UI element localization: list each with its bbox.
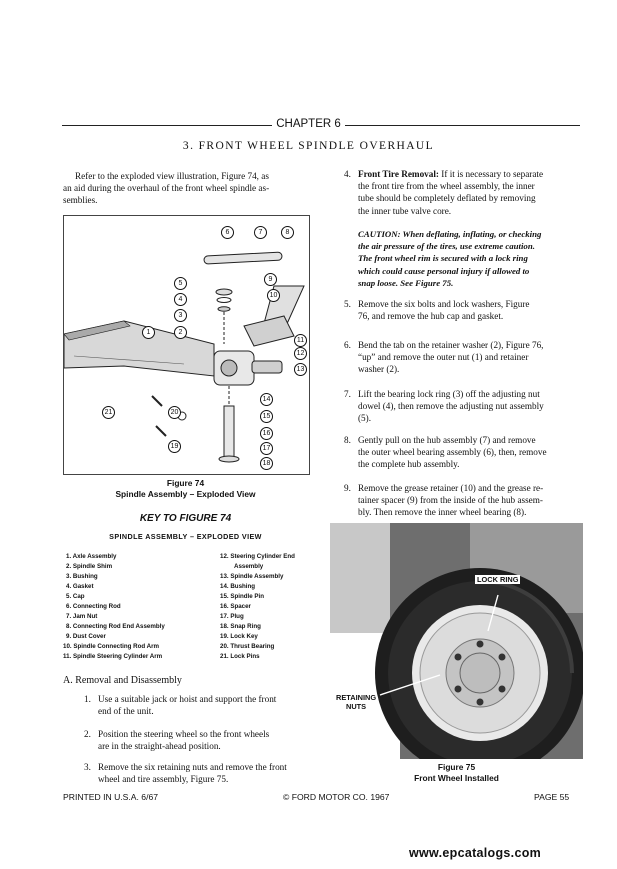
step-line: Lift the bearing lock ring (3) off the adjusting nut [358, 389, 540, 399]
step-number: 6. [344, 340, 351, 350]
step-text [98, 693, 276, 717]
step-line: dowel (4), then remove the adjusting nut assembly [358, 401, 544, 412]
intro-paragraph [63, 170, 313, 207]
retaining-label-line: RETAINING [336, 693, 377, 702]
callout-5: 5 [174, 277, 187, 290]
step-line: 76, and remove the hub cap and gasket. [358, 311, 504, 322]
step-line: Position the steering wheel so the front wheels [98, 729, 270, 739]
step-line: the inner tube valve core. [358, 205, 452, 216]
step-line: bly. Then remove the inner wheel bearing (8). [358, 507, 527, 518]
caution-line: CAUTION: When deflating, inflating, or checking [358, 229, 542, 239]
intro-line: an aid during the overhaul of the front wheel spindle as- [63, 183, 270, 194]
key-left-item: 10. Spindle Connecting Rod Arm [63, 643, 160, 650]
callout-12: 12 [294, 347, 307, 360]
step-number: 9. [344, 483, 351, 493]
key-right-item: 16. Spacer [220, 603, 251, 610]
callout-8: 8 [281, 226, 294, 239]
step-7 [344, 388, 584, 426]
caution-line: The front wheel rim is secured with a lock ring [358, 253, 528, 264]
key-left-item: 4. Gasket [66, 583, 94, 590]
step-1 [84, 693, 324, 719]
lock-ring-label: LOCK RING [477, 575, 519, 584]
figure-75-caption-number: Figure 75 [437, 762, 476, 772]
key-left-item: 2. Spindle Shim [66, 563, 113, 570]
callout-17: 17 [260, 442, 273, 455]
step-line: “up” and remove the outer nut (1) and retainer [358, 352, 529, 363]
key-subheading: SPINDLE ASSEMBLY – EXPLODED VIEW [109, 532, 262, 541]
step-line: Bend the tab on the retainer washer (2), Figure 76, [358, 340, 544, 350]
figure-74-exploded-view [63, 215, 310, 475]
section-a-heading: A. Removal and Disassembly [63, 675, 182, 686]
callout-9: 9 [264, 273, 277, 286]
figure-75-caption-title: Front Wheel Installed [414, 773, 499, 783]
figure-74-caption-title: Spindle Assembly – Exploded View [115, 489, 256, 499]
key-right-item: 12. Steering Cylinder End [220, 553, 295, 560]
retaining-nuts-label [336, 693, 376, 711]
callout-21: 21 [102, 406, 115, 419]
callout-11: 11 [294, 334, 307, 347]
key-right-item: 15. Spindle Pin [220, 593, 265, 600]
step-6 [344, 339, 584, 377]
callout-10: 10 [267, 289, 280, 302]
key-right-item: 21. Lock Pins [220, 653, 260, 660]
step-line [358, 168, 543, 180]
chapter-heading: CHAPTER 6 [0, 118, 617, 130]
step-line: Remove the six retaining nuts and remove the front [98, 762, 287, 772]
footer-printed: PRINTED IN U.S.A. 6/67 [63, 792, 159, 802]
caution-line: which could cause personal injury if allowed to [358, 265, 530, 276]
step-line: Remove the six bolts and lock washers, Figure [358, 299, 530, 309]
key-left-item: 3. Bushing [66, 573, 98, 580]
caution-note [358, 228, 588, 289]
callout-14: 14 [260, 393, 273, 406]
step-line: end of the unit. [98, 706, 154, 717]
callout-20: 20 [168, 406, 181, 419]
step-number: 2. [84, 729, 91, 739]
step-line: are in the straight-ahead position. [98, 741, 221, 752]
caution-line: the air pressure of the tires, use extreme caution. [358, 241, 535, 252]
figure-74-caption-number: Figure 74 [166, 478, 205, 488]
step-text [358, 388, 544, 425]
callout-15: 15 [260, 410, 273, 423]
step-5 [344, 298, 584, 324]
step-line: wheel and tire assembly, Figure 75. [98, 774, 229, 785]
retaining-label-line: NUTS [345, 702, 367, 711]
callout-13: 13 [294, 363, 307, 376]
step-label: Front Tire Removal: [358, 169, 439, 179]
step-text [358, 298, 529, 322]
footer-page-number: PAGE 55 [534, 792, 570, 802]
step-number: 1. [84, 694, 91, 704]
step-line: (5). [358, 413, 372, 424]
step-line: tainer spacer (9) from the inside of the hub assem- [358, 495, 543, 506]
step-4 [344, 168, 584, 218]
intro-line: semblies. [63, 195, 98, 206]
step-number: 8. [344, 435, 351, 445]
key-left-item: 6. Connecting Rod [66, 603, 121, 610]
watermark: www.epcatalogs.com [409, 846, 542, 860]
step-text [98, 761, 287, 785]
step-text [358, 168, 543, 217]
key-right-item: 19. Lock Key [220, 633, 258, 640]
step-text [358, 434, 547, 471]
callout-3: 3 [174, 309, 187, 322]
wheel-photo-drawing [330, 523, 583, 759]
key-left-item: 7. Jam Nut [66, 613, 98, 620]
footer-copyright: © FORD MOTOR CO. 1967 [283, 792, 390, 802]
page-title: 3. FRONT WHEEL SPINDLE OVERHAUL [182, 140, 435, 152]
callout-7: 7 [254, 226, 267, 239]
step-9 [344, 482, 584, 520]
intro-line: Refer to the exploded view illustration, Figure 74, as [75, 171, 269, 181]
step-line: the outer wheel bearing assembly (6), then, remove [358, 447, 547, 458]
step-line: Gently pull on the hub assembly (7) and remove [358, 435, 536, 445]
key-right-item: 17. Plug [220, 613, 244, 620]
step-number: 7. [344, 389, 351, 399]
key-right-item: 13. Spindle Assembly [220, 573, 284, 580]
callout-4: 4 [174, 293, 187, 306]
key-right-item: 14. Bushing [220, 583, 256, 590]
step-line: Use a suitable jack or hoist and support the front [98, 694, 277, 704]
key-right-item: 18. Snap Ring [220, 623, 261, 630]
step-number: 3. [84, 762, 91, 772]
key-right-item: Assembly [234, 563, 264, 570]
step-line: tube should be completely deflated by removing [358, 193, 536, 204]
callout-2: 2 [174, 326, 187, 339]
key-left-item: 11. Spindle Steering Cylinder Arm [63, 653, 163, 660]
callout-1: 1 [142, 326, 155, 339]
step-number: 5. [344, 299, 351, 309]
key-left-item: 5. Cap [66, 593, 85, 600]
step-text [358, 339, 543, 376]
caution-line: snap loose. See Figure 75. [358, 277, 454, 288]
step-3 [84, 761, 324, 787]
callout-19: 19 [168, 440, 181, 453]
step-2 [84, 728, 324, 754]
callout-18: 18 [260, 457, 273, 470]
key-left-item: 8. Connecting Rod End Assembly [66, 623, 165, 630]
step-number: 4. [344, 169, 351, 179]
key-left-item: 1. Axle Assembly [66, 553, 117, 560]
callout-6: 6 [221, 226, 234, 239]
step-line: the complete hub assembly. [358, 459, 460, 470]
callout-16: 16 [260, 427, 273, 440]
step-8 [344, 434, 584, 472]
step-line: washer (2). [358, 364, 400, 375]
key-left-item: 9. Dust Cover [66, 633, 106, 640]
figure-75-wheel-photo [330, 523, 583, 759]
step-text [358, 482, 543, 519]
step-line: Remove the grease retainer (10) and the grease re- [358, 483, 544, 493]
step-text [98, 728, 269, 752]
step-first: If it is necessary to separate [438, 169, 544, 179]
step-line: the front tire from the wheel assembly, the inner [358, 181, 535, 192]
key-right-item: 20. Thrust Bearing [220, 643, 275, 650]
key-heading: KEY TO FIGURE 74 [139, 513, 232, 524]
